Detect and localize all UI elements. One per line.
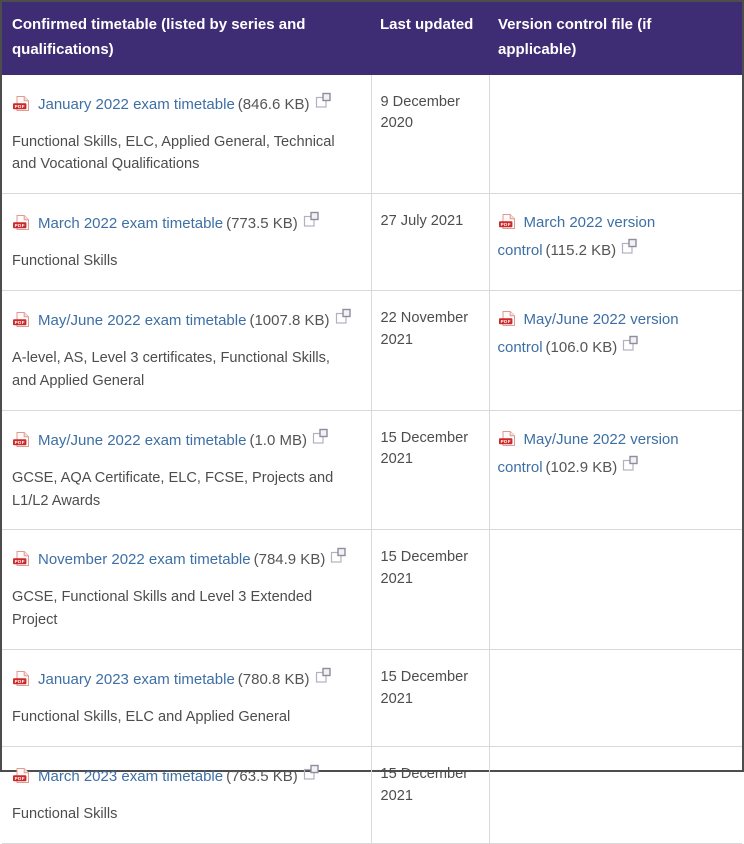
timetable-cell xyxy=(2,291,371,411)
pdf-icon xyxy=(498,213,517,238)
header-version-control: Version control file (if applicable) xyxy=(489,2,742,75)
version-control-cell xyxy=(489,530,742,650)
file-size: (784.9 KB) xyxy=(253,551,326,569)
version-control-link[interactable]: May/June 2022 version control xyxy=(497,311,679,357)
timetable-link[interactable]: March 2022 exam timetable xyxy=(38,215,224,233)
svg-text:PDF: PDF xyxy=(14,223,25,229)
version-control-cell xyxy=(489,291,742,411)
version-control-link[interactable]: May/June 2022 version control xyxy=(497,430,679,476)
version-control-cell xyxy=(489,746,742,843)
timetable-cell xyxy=(2,410,371,530)
file-size: (846.6 KB) xyxy=(237,95,310,113)
table-row xyxy=(2,746,742,843)
pdf-icon xyxy=(12,550,31,575)
table-row xyxy=(2,291,742,411)
file-size: (773.5 KB) xyxy=(226,215,298,233)
last-updated-cell: 9 December 2020 xyxy=(371,75,489,194)
external-link-icon[interactable] xyxy=(303,764,319,788)
timetable-link[interactable]: May/June 2022 exam timetable xyxy=(38,312,247,330)
timetable-link[interactable]: January 2022 exam timetable xyxy=(38,95,235,113)
external-link-icon[interactable] xyxy=(312,428,328,452)
table-row xyxy=(2,530,742,650)
pdf-icon xyxy=(498,430,517,455)
table-row xyxy=(2,194,742,291)
svg-text:PDF: PDF xyxy=(14,559,25,565)
file-size: (106.0 KB) xyxy=(545,339,618,357)
version-control-link[interactable]: March 2022 version control xyxy=(497,214,656,260)
qualifications-description: Functional Skills xyxy=(12,806,118,822)
table-body xyxy=(2,75,742,844)
version-control-cell xyxy=(489,410,742,530)
svg-text:PDF: PDF xyxy=(500,222,511,228)
last-updated-cell: 27 July 2021 xyxy=(371,194,489,291)
qualifications-description: Functional Skills, ELC and Applied General xyxy=(12,709,291,726)
pdf-icon xyxy=(12,431,31,456)
header-confirmed-timetable: Confirmed timetable (listed by series and qualifications) xyxy=(2,2,371,75)
table-row xyxy=(2,75,742,194)
pdf-icon xyxy=(12,311,31,336)
timetable-cell xyxy=(2,194,371,291)
last-updated-cell: 15 December 2021 xyxy=(371,649,489,746)
external-link-icon[interactable] xyxy=(622,455,638,479)
qualifications-description: GCSE, Functional Skills and Level 3 Extended Project xyxy=(12,589,313,629)
file-size: (1007.8 KB) xyxy=(249,312,330,330)
svg-text:PDF: PDF xyxy=(500,438,511,444)
external-link-icon[interactable] xyxy=(621,238,637,262)
last-updated-cell: 15 December 2021 xyxy=(371,410,489,530)
timetable-table xyxy=(2,2,742,844)
timetable-cell xyxy=(2,746,371,843)
pdf-icon xyxy=(12,670,31,695)
last-updated-cell: 15 December 2021 xyxy=(371,530,489,650)
file-size: (763.5 KB) xyxy=(226,767,298,785)
external-link-icon[interactable] xyxy=(315,667,331,691)
timetable-cell xyxy=(2,75,371,194)
table-header xyxy=(2,2,742,75)
timetable-link[interactable]: May/June 2022 exam timetable xyxy=(38,431,247,449)
last-updated-cell: 22 November 2021 xyxy=(371,291,489,411)
timetable-link[interactable]: March 2023 exam timetable xyxy=(38,767,224,785)
qualifications-description: A-level, AS, Level 3 certificates, Functional Skills, and Applied General xyxy=(12,350,330,389)
qualifications-description: Functional Skills, ELC, Applied General, Technical and Vocational Qualifications xyxy=(12,133,335,173)
svg-text:PDF: PDF xyxy=(14,103,25,109)
qualifications-description: GCSE, AQA Certificate, ELC, FCSE, Projects and L1/L2 Awards xyxy=(12,469,334,509)
external-link-icon[interactable] xyxy=(330,547,346,571)
pdf-icon xyxy=(12,214,31,239)
external-link-icon[interactable] xyxy=(335,308,351,332)
table-row xyxy=(2,410,742,530)
svg-text:PDF: PDF xyxy=(14,439,25,445)
svg-text:PDF: PDF xyxy=(14,678,25,684)
version-control-cell xyxy=(489,649,742,746)
timetable-link[interactable]: January 2023 exam timetable xyxy=(38,670,235,688)
pdf-icon xyxy=(498,310,517,335)
file-size: (115.2 KB) xyxy=(545,242,617,260)
external-link-icon[interactable] xyxy=(303,211,319,235)
svg-text:PDF: PDF xyxy=(14,320,25,326)
last-updated-cell: 15 December 2021 xyxy=(371,746,489,843)
timetable-cell xyxy=(2,649,371,746)
file-size: (780.8 KB) xyxy=(237,670,310,688)
pdf-icon xyxy=(12,95,31,120)
table-row xyxy=(2,649,742,746)
version-control-cell xyxy=(489,75,742,194)
file-size: (102.9 KB) xyxy=(545,458,618,476)
header-last-updated: Last updated xyxy=(371,2,489,75)
external-link-icon[interactable] xyxy=(622,335,638,359)
svg-text:PDF: PDF xyxy=(14,775,25,781)
timetable-link[interactable]: November 2022 exam timetable xyxy=(38,551,251,569)
external-link-icon[interactable] xyxy=(315,92,331,116)
version-control-cell xyxy=(489,194,742,291)
timetable-cell xyxy=(2,530,371,650)
svg-text:PDF: PDF xyxy=(500,319,511,325)
pdf-icon xyxy=(12,767,31,792)
qualifications-description: Functional Skills xyxy=(12,253,118,270)
file-size: (1.0 MB) xyxy=(249,431,307,449)
